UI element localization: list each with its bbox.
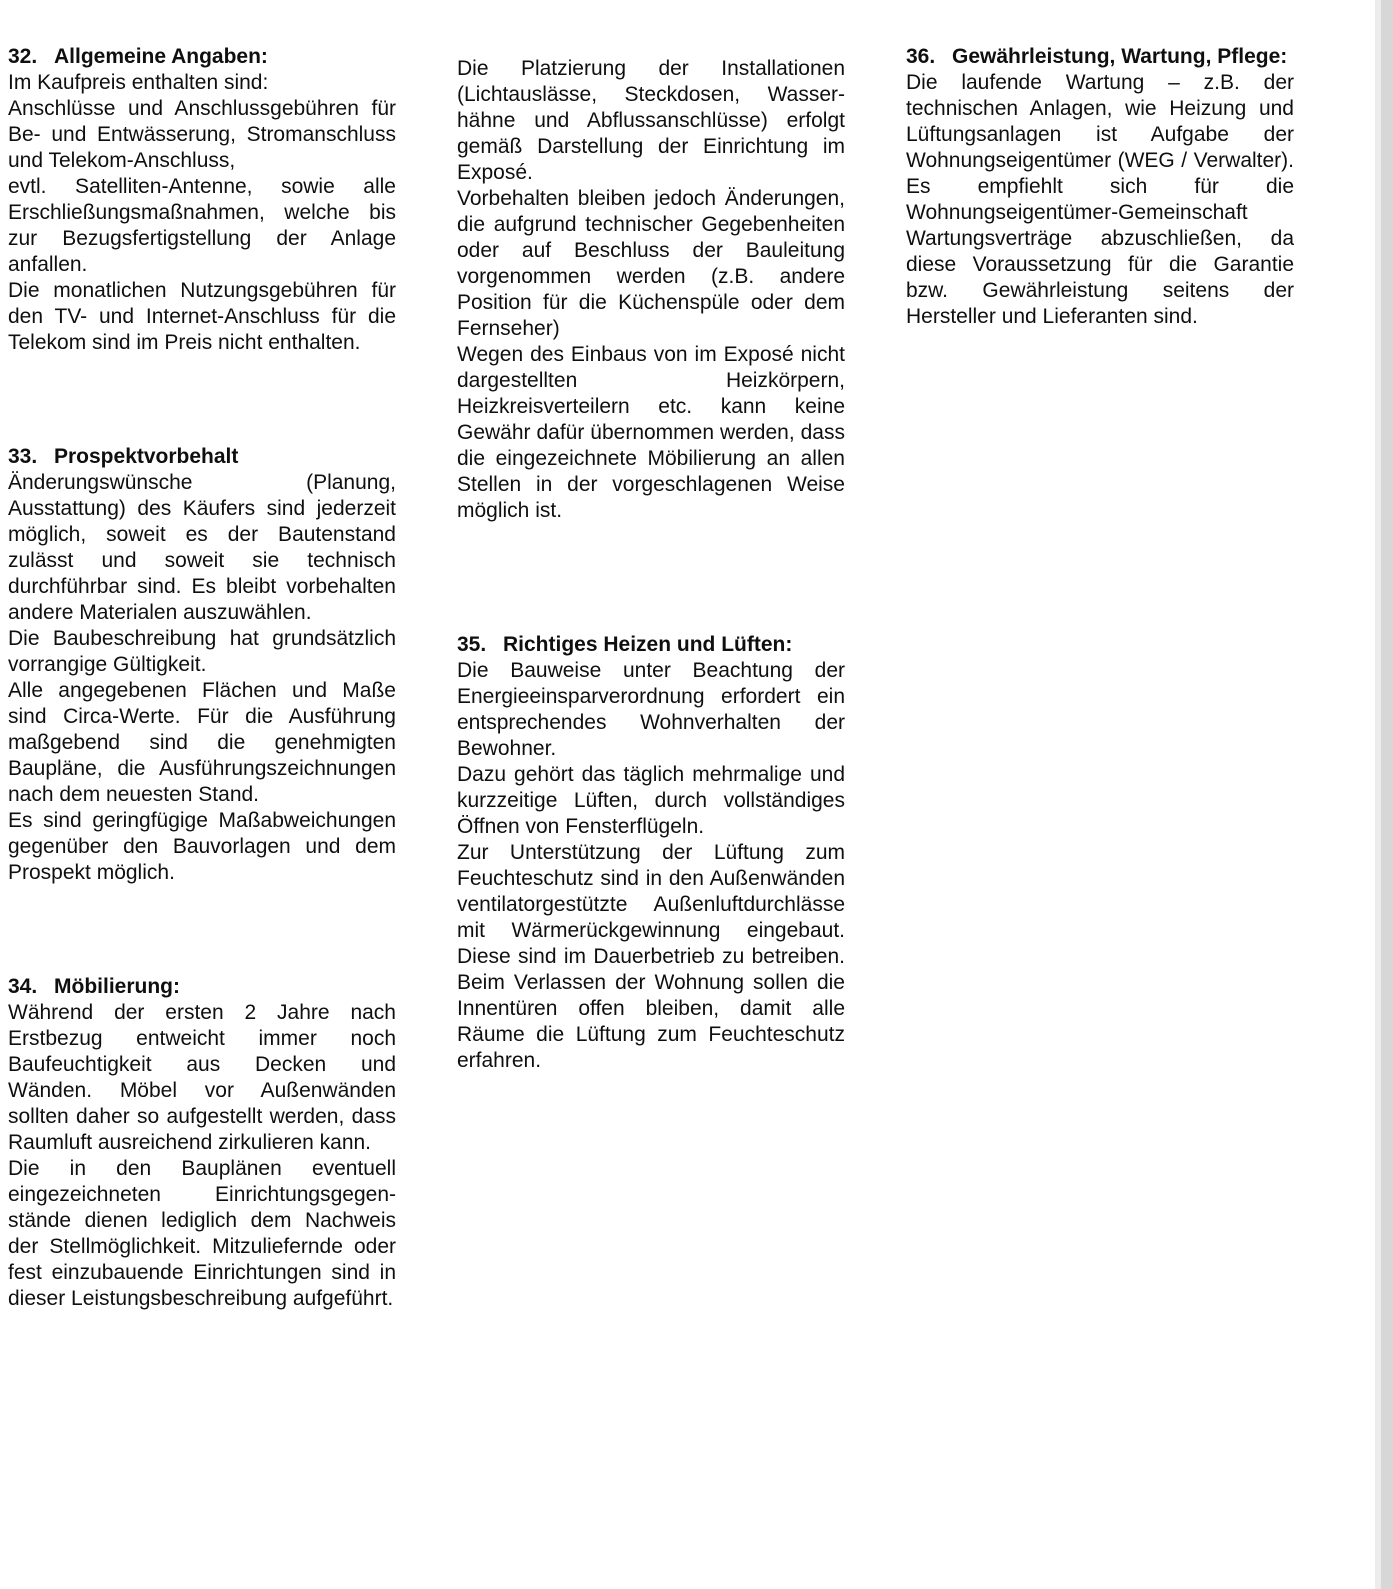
section-number: 36. (906, 45, 936, 68)
paragraph: Die in den Bauplänen eventuell eingezeichneten Einrichtungsgegenstände dienen lediglich dem Nachweis der Stellmöglichkeit. Mitzuliefernde oder fest einzubauende Einrichtungen sind in dieser Leistungsbeschreibung aufgeführt. (8, 1157, 396, 1310)
paragraph: Die Bauweise unter Beachtung der Energieeinsparverordnung erfordert ein entsprechendes Wohnverhalten der Bewohner. (457, 659, 845, 760)
paragraph: Die monatlichen Nutzungsgebühren für den TV- und Internet-Anschluss für die Telekom sind im Preis nicht enthalten. (8, 279, 396, 354)
paragraph: Während der ersten 2 Jahre nach Erstbezug entweicht immer noch Baufeuchtigkeit aus Decken und Wänden. Möbel vor Außenwänden sollten daher so aufgestellt werden, dass Raumluft ausreichend zirkulieren kann. (8, 1001, 396, 1154)
section-heading (8, 974, 396, 1000)
section-number: 34. (8, 975, 38, 998)
paragraph: Dazu gehört das täglich mehrmalige und kurzzeitige Lüften, durch vollständiges Öffnen von Fensterflügeln. (457, 763, 845, 838)
paragraph: Anschlüsse und Anschlussgebühren für Be- und Entwässerung, Stromanschluss und Telekom-Anschluss, (8, 97, 396, 172)
paragraph: Es sind geringfügige Maßabweichungen gegenüber den Bauvorlagen und dem Prospekt möglich. (8, 809, 396, 884)
paragraph: Die Baubeschreibung hat grundsätzlich vorrangige Gültigkeit. (8, 627, 396, 676)
section-heading (457, 632, 845, 658)
paragraph: Die laufende Wartung – z.B. der technischen Anlagen, wie Heizung und Lüftungsanlagen ist Aufgabe der Wohnungseigentümer (WEG / Verwalter). Es empfiehlt sich für die Wohnungseigentümer-Gemeinschaft Wartungsverträge abzuschließen, da diese Voraussetzung für die Garantie bzw. Gewährleistung seitens der Hersteller und Lieferanten sind. (906, 71, 1294, 328)
paragraph: evtl. Satelliten-Antenne, sowie alle Erschließungsmaßnahmen, welche bis zur Bezugsfertigstellung der Anlage anfallen. (8, 175, 396, 276)
section-heading (8, 444, 396, 470)
paragraph: Änderungswünsche (Planung, Ausstattung) des Käufers sind jederzeit möglich, soweit es der Bautenstand zulässt und soweit sie technisch durchführbar sind. Es bleibt vorbehalten andere Materialen auszuwählen. (8, 471, 396, 624)
paragraph: Im Kaufpreis enthalten sind: (8, 71, 269, 94)
text-column-right (906, 44, 1294, 1312)
text-column-left (8, 44, 396, 1312)
section-heading (906, 44, 1294, 70)
section-heading (8, 44, 396, 70)
section-title: Richtiges Heizen und Lüften: (503, 633, 793, 656)
text-column-center (457, 44, 845, 1312)
paragraph: Zur Unterstützung der Lüftung zum Feuchteschutz sind in den Außenwänden ventilatorgestützte Außenluftdurchlässe mit Wärmerückgewinnung eingebaut. Diese sind im Dauerbetrieb zu betreiben. Beim Verlassen der Wohnung sollen die Innentüren offen bleiben, damit alle Räume die Lüftung zum Feuchteschutz erfahren. (457, 841, 845, 1072)
section-number: 35. (457, 633, 487, 656)
section-number: 32. (8, 45, 38, 68)
viewer-background-strip (1381, 0, 1393, 1589)
section-title: Gewährleistung, Wartung, Pflege: (952, 45, 1288, 68)
paragraph: Wegen des Einbaus von im Exposé nicht dargestellten Heizkörpern, Heizkreisverteilern etc. kann keine Gewähr dafür übernommen werden, dass die eingezeichnete Möbilierung an allen Stellen in der vorgeschlagenen Weise möglich ist. (457, 343, 845, 522)
section-number: 33. (8, 445, 38, 468)
paragraph: Vorbehalten bleiben jedoch Änderungen, die aufgrund technischer Gegebenheiten oder auf Beschluss der Bauleitung vorgenommen werden (z.B. andere Position für die Küchenspüle oder dem Fernseher) (457, 187, 845, 340)
section-title: Möbilierung: (54, 975, 180, 998)
section-title: Allgemeine Angaben: (54, 45, 268, 68)
paragraph: Alle angegebenen Flächen und Maße sind Circa-Werte. Für die Ausführung maßgebend sind die genehmigten Baupläne, die Ausführungszeichnungen nach dem neuesten Stand. (8, 679, 396, 806)
paragraph: Die Platzierung der Installationen (Lichtauslässe, Steckdosen, Wasserhähne und Abflussanschlüsse) erfolgt gemäß Darstellung der Einrichtung im Exposé. (457, 57, 845, 184)
section-title: Prospektvorbehalt (54, 445, 239, 468)
